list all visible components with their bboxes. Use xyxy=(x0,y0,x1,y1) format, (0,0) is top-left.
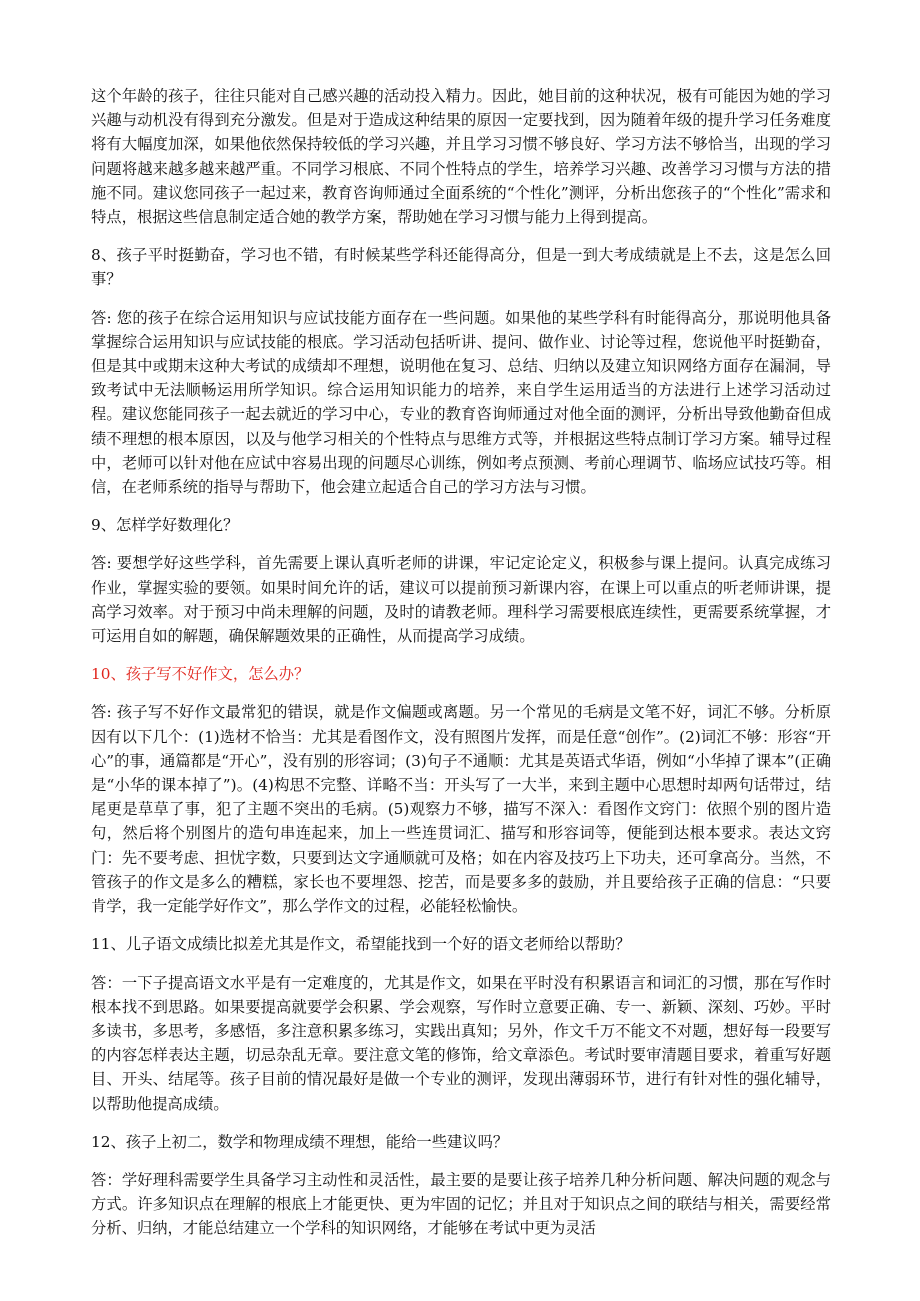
answer-11: 答：一下子提高语文水平是有一定难度的，尤其是作文，如果在平时没有积累语言和词汇的习惯，那在写作时根本找不到思路。如果要提高就要学会积累、学会观察，写作时立意要正确、专一、新颖、深刻、巧妙。平时多读书，多思考，多感悟，多注意积累多练习，实践出真知；另外，作文千万不能文不对题，想好每一段要写的内容怎样表达主题，切忌杂乱无章。要注意文笔的修饰，给文章添色。考试时要审清题目要求，着重写好题目、开头、结尾等。孩子目前的情况最好是做一个专业的测评，发现出薄弱环节，进行有针对性的强化辅导，以帮助他提高成绩。 xyxy=(91,973,831,1113)
question-10-highlighted: 10、孩子写不好作文，怎么办？ xyxy=(91,665,310,684)
answer-9: 答: 要想学好这些学科，首先需要上课认真听老师的讲课，牢记定论定义，积极参与课上提问。认真完成练习作业，掌握实验的要领。如果时间允许的话，建议可以提前预习新课内容，在课上可以重点的听老师讲课，提高学习效率。对于预习中尚未理解的问题，及时的请教老师。理科学习需要根底连续性，更需要系统掌握，才可运用自如的解题，确保解题效果的正确性，从而提高学习成绩。 xyxy=(91,554,831,646)
answer-12: 答：学好理科需要学生具备学习主动性和灵活性，最主要的是要让孩子培养几种分析问题、解决问题的观念与方式。许多知识点在理解的根底上才能更快、更为牢固的记忆；并且对于知识点之间的联结与相关，需要经常分析、归纳，才能总结建立一个学科的知识网络，才能够在考试中更为灵活 xyxy=(91,1170,831,1238)
question-9: 9、怎样学好数理化？ xyxy=(91,516,239,535)
answer-paragraph: 这个年龄的孩子，往往只能对自己感兴趣的活动投入精力。因此，她目前的这种状况，极有可能因为她的学习兴趣与动机没有得到充分激发。但是对于造成这种结果的原因一定要找到，因为随着年级的提升学习任务难度将有大幅度加深，如果他依然保持较低的学习兴趣，并且学习习惯不够良好、学习方法不够恰当，出现的学习问题将越来越多越来越严重。不同学习根底、不同个性特点的学生，培养学习兴趣、改善学习习惯与方法的措施不同。建议您同孩子一起过来，教育咨询师通过全面系统的“个性化”测评，分析出您孩子的“个性化”需求和特点，根据这些信息制定适合她的教学方案，帮助她在学习习惯与能力上得到提高。 xyxy=(91,87,831,227)
question-11: 11、儿子语文成绩比拟差尤其是作文，希望能找到一个好的语文老师给以帮助？ xyxy=(91,935,631,954)
document-page xyxy=(91,84,831,1255)
question-8: 8、孩子平时挺勤奋，学习也不错，有时候某些学科还能得高分，但是一到大考成绩就是上不去，这是怎么回事？ xyxy=(91,246,831,289)
answer-8: 答: 您的孩子在综合运用知识与应试技能方面存在一些问题。如果他的某些学科有时能得高分，那说明他具备掌握综合运用知识与应试技能的根底。学习活动包括听讲、提问、做作业、讨论等过程，您说他平时挺勤奋，但是其中或期末这种大考试的成绩却不理想，说明他在复习、总结、归纳以及建立知识网络方面存在漏洞，导致考试中无法顺畅运用所学知识。综合运用知识能力的培养，来自学生运用适当的方法进行上述学习活动过程。建议您能同孩子一起去就近的学习中心，专业的教育咨询师通过对他全面的测评，分析出导致他勤奋但成绩不理想的根本原因，以及与他学习相关的个性特点与思维方式等，并根据这些特点制订学习方案。辅导过程中，老师可以针对他在应试中容易出现的问题尽心训练，例如考点预测、考前心理调节、临场应试技巧等。相信，在老师系统的指导与帮助下，他会建立起适合自己的学习方法与习惯。 xyxy=(91,308,831,497)
question-12: 12、孩子上初二，数学和物理成绩不理想，能给一些建议吗？ xyxy=(91,1132,509,1151)
answer-10: 答: 孩子写不好作文最常犯的错误，就是作文偏题或离题。另一个常见的毛病是文笔不好，词汇不够。分析原因有以下几个：(1)选材不恰当：尤其是看图作文，没有照图片发挥，而是任意“创作”。(2)词汇不够：形容“开心”的事，通篇都是“开心”，没有别的形容词；(3)句子不通顺：尤其是英语式华语，例如“小华掉了课本”(正确是“小华的课本掉了”)。(4)构思不完整、详略不当：开头写了一大半，来到主题中心思想时却两句话带过，结尾更是草草了事，犯了主题不突出的毛病。(5)观察力不够，描写不深入：看图作文窍门：依照个别的图片造句，然后将个别图片的造句串连起来，加上一些连贯词汇、描写和形容词等，便能到达根本要求。表达文窍门：先不要考虑、担忧字数，只要到达文字通顺就可及格；如在内容及技巧上下功夫，还可拿高分。当然，不管孩子的作文是多么的糟糕，家长也不要埋怨、挖苦，而是要多多的鼓励，并且要给孩子正确的信息：“只要肯学，我一定能学好作文”，那么学作文的过程，必能轻松愉快。 xyxy=(91,703,831,916)
